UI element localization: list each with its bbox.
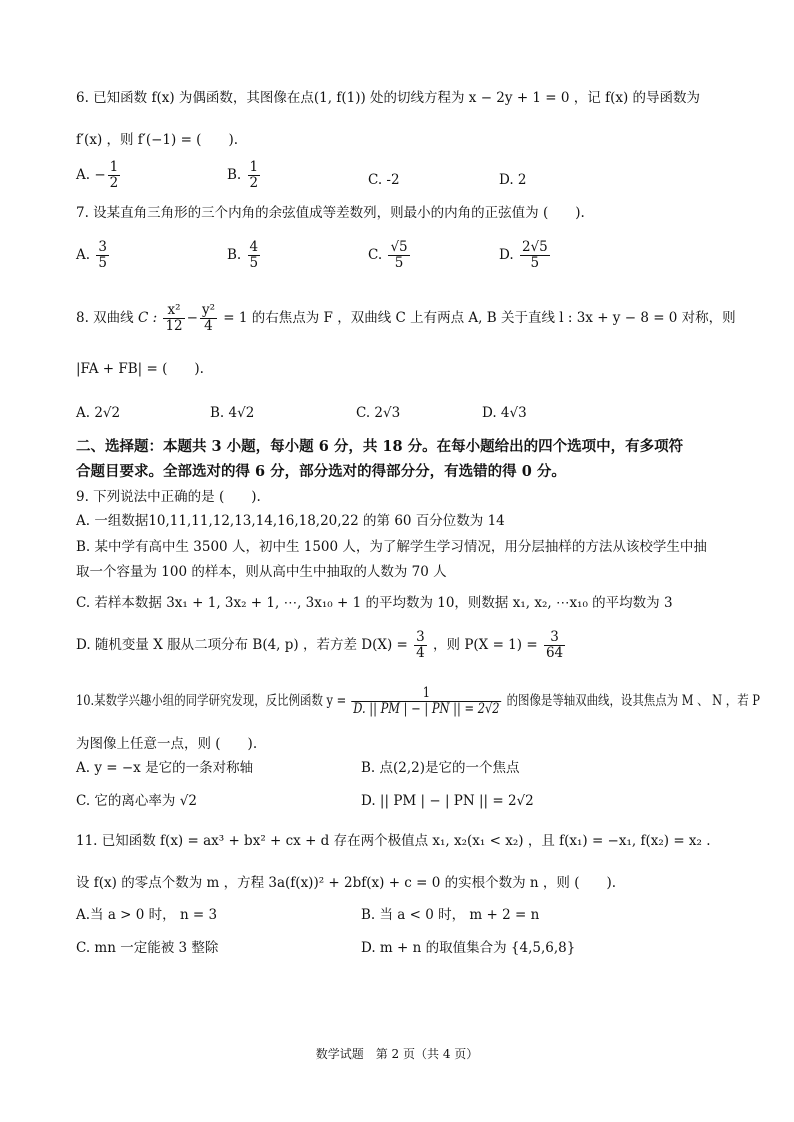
q7-option-c	[368, 240, 412, 271]
denominator: 5	[98, 255, 107, 271]
numerator: x²	[163, 303, 184, 319]
fraction-x	[163, 303, 184, 334]
fraction-reciprocal	[352, 686, 502, 717]
numerator: y²	[201, 302, 215, 318]
option-label: C.	[368, 247, 383, 263]
page-footer: 数学试题 第 2 页（共 4 页）	[315, 1047, 479, 1061]
q9-option-b-line1: B. 某中学有高中生 3500 人，初中生 1500 人，为了解学生学习情况，用分层抽样的方法从该校学生中抽	[76, 539, 707, 555]
q8-prefix: 8. 双曲线	[76, 310, 134, 326]
q10-suffix: 的图像是等轴双曲线，设其焦点为 M 、 N ，若 P	[506, 693, 760, 709]
q10-prefix: 10.某数学兴趣小组的同学研究发现，反比例函数 y =	[76, 693, 347, 709]
q11-option-b: B. 当 a < 0 时， m + 2 = n	[361, 907, 540, 923]
denominator: 5	[394, 255, 404, 271]
fraction	[108, 160, 121, 191]
minus-sign: −	[94, 167, 106, 183]
numerator: 4	[249, 239, 259, 255]
q6-stem-line1: 6. 已知函数 f(x) 为偶函数，其图像在点(1, f(1)) 处的切线方程为 x − 2y + 1 = 0 ，记 f(x) 的导函数为	[76, 90, 701, 106]
numerator: 3	[98, 239, 107, 255]
numerator: 2√5	[521, 239, 548, 255]
numerator: 3	[416, 629, 425, 645]
denominator: 2	[249, 175, 259, 191]
q8-stem-line1: 8. 双曲线 C : $\frac{\text{x²}}{12}$ − $\frac{\text{y²}}{4}$ = 1 的右焦点为 F ，双曲线 C 上有两点 A, B 关于直线 l : 3x + y − 8 = 0 对称，则	[76, 302, 736, 334]
section-2-heading-line2: 合题目要求。全部选对的得 6 分，部分选对的得部分分，有选错的得 0 分。	[76, 463, 566, 480]
q11-stem-line1: 11. 已知函数 f(x) = ax³ + bx² + cx + d 存在两个极值点 x₁, x₂(x₁ < x₂) ，且 f(x₁) = −x₁, f(x₂) = x₂ .	[76, 833, 711, 849]
denominator: 4	[416, 645, 425, 661]
q7-option-d	[499, 240, 552, 271]
fraction	[388, 240, 409, 271]
option-label: B.	[227, 167, 242, 183]
numerator: √5	[390, 239, 408, 255]
q10-option-d: D. || PM | − | PN || = 2√2	[361, 793, 534, 809]
fraction-y	[200, 303, 217, 334]
section-2-heading-line1: 二、选择题：本题共 3 小题，每小题 6 分，共 18 分。在每小题给出的四个选项中，有多项符	[76, 438, 684, 455]
q9-option-c: C. 若样本数据 3x₁ + 1, 3x₂ + 1, ⋯, 3x₁₀ + 1 的平均数为 10，则数据 x₁, x₂, ⋯x₁₀ 的平均数为 3	[76, 595, 673, 611]
denominator: 12	[165, 318, 183, 334]
fraction-variance	[414, 630, 427, 661]
denominator: D. || PM | − | PN || = 2√2	[353, 701, 500, 717]
q10-option-c: C. 它的离心率为 √2	[76, 793, 197, 809]
option-label: A.	[76, 167, 91, 183]
q11-stem-line2: 设 f(x) 的零点个数为 m ，方程 3a(f(x))² + 2bf(x) + c = 0 的实根个数为 n ，则 ( ).	[76, 875, 617, 891]
q6-option-b	[227, 160, 262, 191]
numerator: 1	[249, 159, 259, 175]
q8-option-a: A. 2√2	[76, 405, 121, 421]
q11-option-a: A.当 a > 0 时， n = 3	[76, 907, 218, 923]
q6-stem-line2: f′(x) ，则 f′(−1) = ( ).	[76, 132, 239, 148]
q10-option-b: B. 点(2,2)是它的一个焦点	[361, 760, 520, 776]
q6-option-d: D. 2	[499, 172, 527, 188]
fraction	[520, 240, 550, 271]
numerator: 1	[109, 159, 119, 175]
q6-option-a	[76, 160, 122, 191]
option-label: B.	[227, 247, 242, 263]
q8-option-d: D. 4√3	[482, 405, 527, 421]
denominator: 2	[109, 175, 119, 191]
denominator: 64	[545, 645, 564, 661]
option-label: D.	[499, 247, 514, 263]
q9-option-b-line2: 取一个容量为 100 的样本，则从高中生中抽取的人数为 70 人	[76, 564, 447, 580]
q11-option-d: D. m + n 的取值集合为 {4,5,6,8}	[361, 940, 576, 956]
fraction	[96, 240, 109, 271]
q9-option-a: A. 一组数据10,11,11,12,13,14,16,18,20,22 的第 60 百分位数为 14	[76, 513, 505, 529]
q10-stem-line2: 为图像上任意一点，则 ( ).	[76, 736, 258, 752]
denominator: 4	[204, 318, 213, 334]
option-label: A.	[76, 247, 91, 263]
q8-suffix: = 1 的右焦点为 F ，双曲线 C 上有两点 A, B 关于直线 l : 3x + y − 8 = 0 对称，则	[223, 310, 736, 326]
q8-stem-line2: |FA + FB| = ( ).	[76, 361, 204, 377]
q9-d-prefix: D. 随机变量 X 服从二项分布 B(4, p) ，若方差 D(X) =	[76, 637, 408, 653]
q9-stem: 9. 下列说法中正确的是 ( ).	[76, 489, 261, 505]
denominator: 5	[530, 255, 540, 271]
q7-option-a	[76, 240, 111, 271]
denominator: 5	[249, 255, 259, 271]
numerator: 1	[352, 686, 502, 702]
fraction	[248, 160, 261, 191]
q11-option-c: C. mn 一定能被 3 整除	[76, 940, 219, 956]
q10-stem-line1	[76, 686, 760, 717]
q8-option-b: B. 4√2	[210, 405, 255, 421]
curve-name: C :	[137, 310, 158, 326]
q9-d-middle: ，则 P(X = 1) =	[433, 637, 538, 653]
q7-option-b	[227, 240, 262, 271]
q9-option-d	[76, 630, 567, 661]
q7-stem: 7. 设某直角三角形的三个内角的余弦值成等差数列，则最小的内角的正弦值为 ( ).	[76, 205, 585, 221]
fraction	[248, 240, 261, 271]
q6-option-c: C. -2	[368, 172, 400, 188]
fraction-probability	[544, 630, 565, 661]
q10-option-a: A. y = −x 是它的一条对称轴	[76, 760, 254, 776]
numerator: 3	[544, 630, 565, 646]
q8-option-c: C. 2√3	[356, 405, 401, 421]
